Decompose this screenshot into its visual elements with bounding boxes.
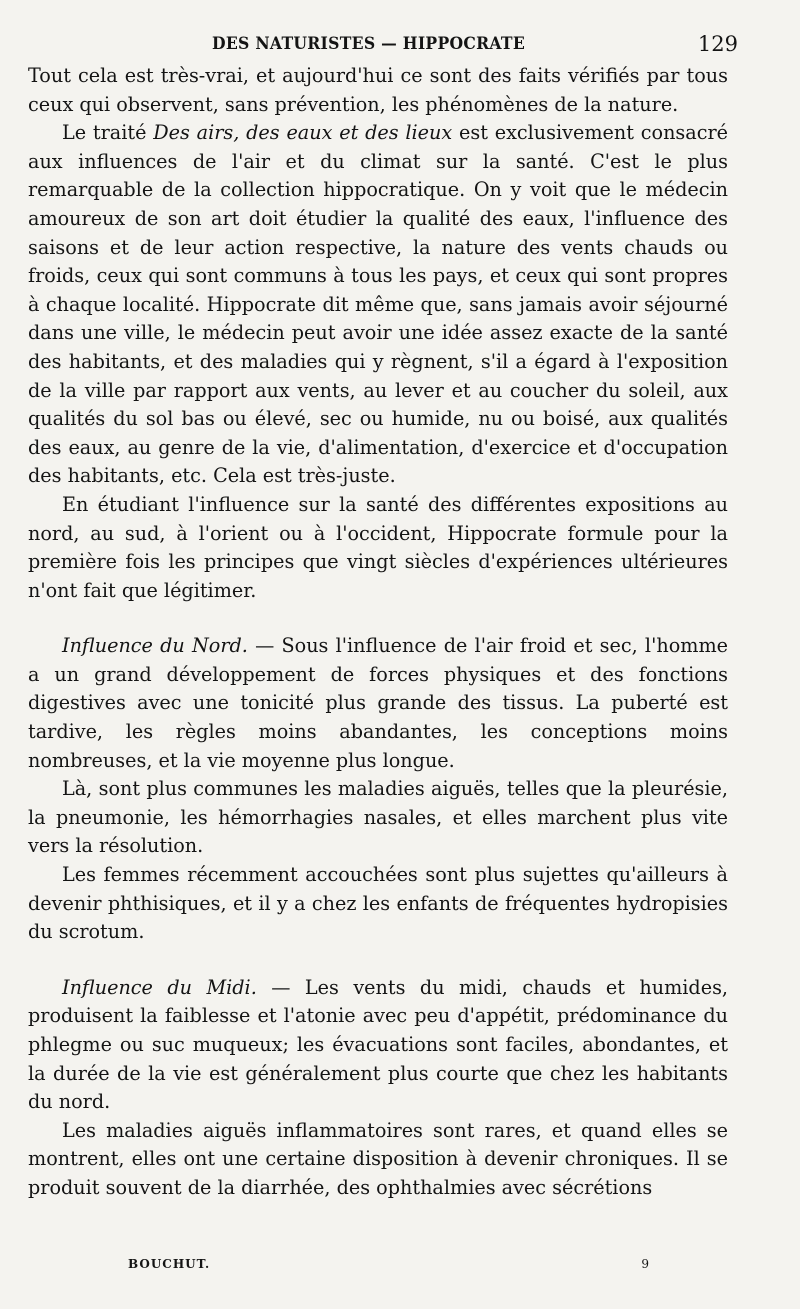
paragraph-midi-text: — Les vents du midi, chauds et humides, produisent la faiblesse et l'atonie avec peu d'appétit, prédominance du phlegme ou suc muqueux; les évacuations sont faciles, abondantes, et la durée de la vie est généralement plus courte que chez les habitants du nord.	[28, 975, 729, 1114]
paragraph-traite-text: est exclusivement consacré aux influences de l'air et du climat sur la santé. C'est le plus remarquable de la collection hippocratique. On y voit que le médecin amoureux de son art doit étudier la qualité des eaux, l'influence des saisons et de leur action respective, la nature des vents chauds ou froids, ceux qui sont communs à tous les pays, et ceux qui sont propres à chaque localité. Hippocrate dit même que, sans jamais avoir séjourné dans une ville, le médecin peut avoir une idée assez exacte de la santé des habitants, et des maladies qui y règnent, s'il a égard à l'exposition de la ville par rapport aux vents, au lever et au coucher du soleil, aux qualités du sol bas ou élevé, sec ou humide, nu ou boisé, aux qualités des eaux, au genre de la vie, d'alimentation, d'exercice et d'occupation des habitants, etc. Cela est très-juste.	[28, 121, 728, 488]
section-gap	[28, 947, 728, 974]
paragraph-continuation: Tout cela est très-vrai, et aujourd'hui ce sont des faits vérifiés par tous ceux qui observent, sans prévention, les phénomènes de la nature.	[28, 64, 728, 116]
paragraph-maladies-aigues: Là, sont plus communes les maladies aiguës, telles que la pleurésie, la pneumonie, les hémorrhagies nasales, et elles marchent plus vite vers la résolution.	[28, 777, 728, 858]
paragraph-femmes: Les femmes récemment accouchées sont plus sujettes qu'ailleurs à devenir phthisiques, et il y a chez les enfants de fréquentes hydropisies du scrotum.	[28, 863, 728, 944]
section-title-nord: Influence du Nord.	[62, 634, 248, 658]
paragraph-expositions: En étudiant l'influence sur la santé des différentes expositions au nord, au sud, à l'orient ou à l'occident, Hippocrate formule pour la première fois les principes que vingt siècles d'expériences ultérieures n'ont fait que légitimer.	[28, 492, 728, 602]
page-number: 129	[697, 32, 738, 56]
paragraph-traite-intro: Le traité	[62, 121, 154, 145]
paragraph-influence-midi	[28, 974, 728, 1117]
section-title-midi: Influence du Midi.	[62, 975, 257, 999]
running-title: DES NATURISTES — HIPPOCRATE	[212, 34, 526, 54]
footer-author: BOUCHUT.	[128, 1257, 211, 1271]
signature-mark: 9	[641, 1257, 650, 1271]
running-head	[52, 34, 738, 58]
page-footer	[128, 1257, 688, 1277]
book-title-des-airs: Des airs, des eaux et des lieux	[153, 121, 453, 145]
paragraph-nord-text: — Sous l'influence de l'air froid et sec, l'homme a un grand développement de forces physiques et des fonctions digestives avec une tonicité plus grande des tissus. La puberté est tardive, les règles moins abandantes, les conceptions moins nombreuses, et la vie moyenne plus longue.	[28, 634, 728, 772]
paragraph-maladies-inflammatoires: Les maladies aiguës inflammatoires sont rares, et quand elles se montrent, elles ont une certaine disposition à devenir chroniques. Il se produit souvent de la diarrhée, des ophthalmies avec sécrétions	[28, 1118, 728, 1199]
body-text	[28, 62, 728, 1203]
paragraph-influence-nord	[28, 632, 728, 775]
paragraph-traite	[28, 119, 728, 491]
section-gap	[28, 605, 728, 632]
